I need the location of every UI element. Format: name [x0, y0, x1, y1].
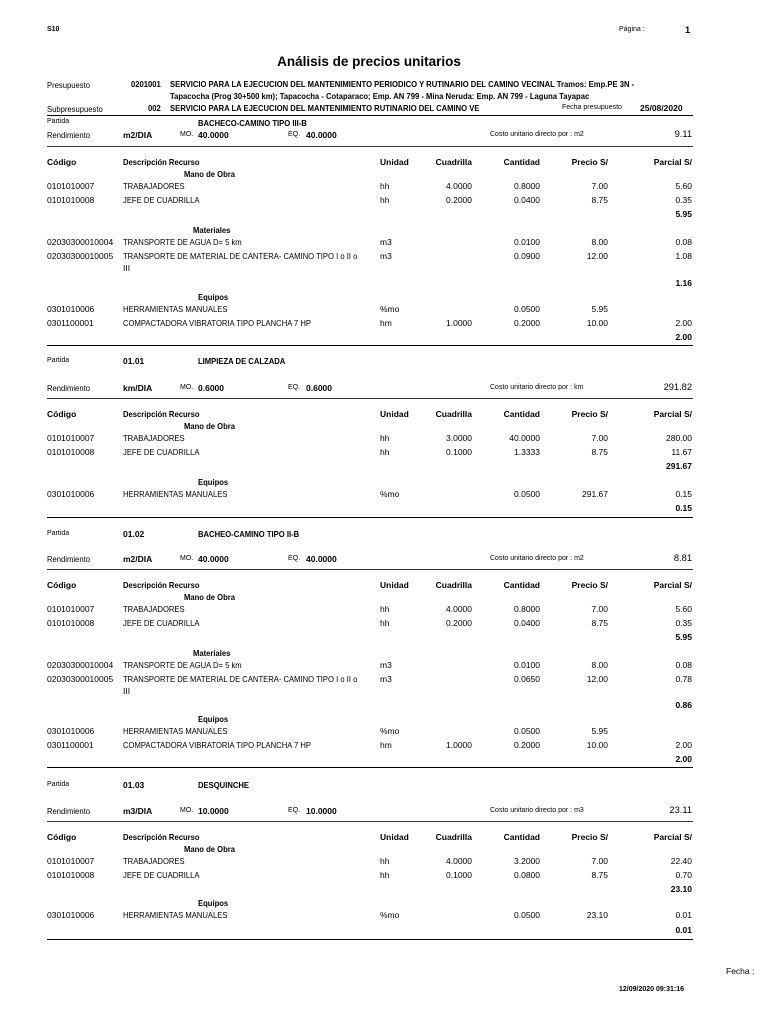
eq-label: EQ. [288, 807, 301, 814]
row-precio: 10.00 [586, 318, 608, 328]
col-cantidad: Cantidad [503, 580, 540, 590]
col-precio: Precio S/ [571, 157, 608, 167]
row-parcial: 0.01 [675, 910, 692, 920]
section-equipos: Equipos [198, 898, 229, 908]
row-code: 0301010006 [47, 726, 95, 736]
col-parcial: Parcial S/ [653, 409, 692, 419]
row-cantidad: 0.2000 [514, 740, 540, 750]
section-mano-de-obra: Mano de Obra [184, 169, 236, 179]
col-cantidad: Cantidad [503, 157, 540, 167]
section-total: 23.10 [670, 884, 692, 894]
col-codigo: Código [47, 409, 77, 419]
row-parcial: 2.00 [675, 740, 692, 750]
col-precio: Precio S/ [571, 580, 608, 590]
header-divider [47, 115, 693, 116]
row-parcial: 280.00 [666, 433, 692, 443]
row-code: 0301010006 [47, 304, 95, 314]
col-cantidad: Cantidad [503, 832, 540, 842]
rendimiento-unit: m2/DIA [123, 130, 153, 140]
row-parcial: 5.60 [675, 181, 692, 191]
section-total: 291.67 [666, 461, 692, 471]
section-total: 5.95 [675, 632, 692, 642]
partida-name: BACHEO-CAMINO TIPO II-B [198, 529, 300, 539]
row-code: 02030300010005 [47, 251, 114, 261]
costo-unitario-value: 23.11 [669, 805, 692, 815]
partida-label: Partida [47, 781, 70, 788]
section-total: 0.01 [675, 925, 692, 935]
row-unit: hh [380, 870, 390, 880]
fecha-presupuesto-label: Fecha presupuesto [562, 104, 622, 111]
col-cuadrilla: Cuadrilla [435, 580, 472, 590]
row-cuadrilla: 0.1000 [446, 870, 472, 880]
row-cantidad: 1.3333 [514, 447, 540, 457]
row-precio: 12.00 [586, 251, 608, 261]
costo-unitario-label: Costo unitario directo por : km [490, 384, 584, 391]
eq-label: EQ. [288, 131, 301, 138]
row-desc: TRANSPORTE DE MATERIAL DE CANTERA- CAMINO TIPO I o II o [123, 674, 358, 684]
row-desc: HERRAMIENTAS MANUALES [123, 304, 228, 314]
partida-name: DESQUINCHE [198, 780, 250, 790]
eq-value: 10.0000 [306, 806, 337, 816]
row-unit: m3 [380, 251, 392, 261]
row-parcial: 0.35 [675, 618, 692, 628]
mo-value: 40.0000 [198, 130, 229, 140]
rendimiento-unit: m2/DIA [123, 554, 153, 564]
row-parcial: 5.60 [675, 604, 692, 614]
divider [47, 398, 693, 399]
costo-unitario-label: Costo unitario directo por : m2 [490, 131, 584, 138]
row-code: 0101010008 [47, 447, 95, 457]
row-precio: 8.00 [591, 660, 608, 670]
section-equipos: Equipos [198, 292, 229, 302]
row-code: 0301100001 [47, 740, 94, 750]
row-cantidad: 0.0650 [514, 674, 540, 684]
row-precio: 7.00 [591, 181, 608, 191]
row-desc: TRANSPORTE DE AGUA D= 5 km [123, 660, 242, 670]
divider [47, 569, 693, 570]
row-precio: 7.00 [591, 604, 608, 614]
partida-divider [47, 517, 693, 518]
section-total: 0.86 [675, 700, 692, 710]
row-parcial: 22.40 [670, 856, 692, 866]
mo-value: 40.0000 [198, 554, 229, 564]
partida-name: LIMPIEZA DE CALZADA [198, 356, 286, 366]
row-precio: 8.75 [591, 195, 608, 205]
mo-value: 0.6000 [198, 383, 224, 393]
row-code: 0101010008 [47, 195, 95, 205]
row-desc: TRABAJADORES [123, 856, 185, 866]
col-cuadrilla: Cuadrilla [435, 832, 472, 842]
row-parcial: 0.70 [675, 870, 692, 880]
section-total: 5.95 [675, 209, 692, 219]
row-unit: hh [380, 604, 390, 614]
partida-label: Partida [47, 530, 70, 537]
row-unit: hh [380, 433, 390, 443]
page-title: Análisis de precios unitarios [277, 54, 461, 69]
mo-label: MO. [180, 131, 194, 138]
report-code: S10 [47, 26, 60, 33]
row-parcial: 11.67 [671, 447, 692, 457]
partida-label: Partida [47, 118, 70, 125]
col-descripcion: Descripción Recurso [123, 832, 200, 842]
rendimiento-label: Rendimiento [47, 383, 90, 393]
row-precio: 5.95 [591, 726, 608, 736]
row-code: 0301100001 [47, 318, 94, 328]
row-unit: hh [380, 195, 390, 205]
partida-name: BACHECO-CAMINO TIPO III-B [198, 118, 307, 128]
costo-unitario-value: 8.81 [673, 553, 692, 563]
section-materiales: Materiales [193, 225, 231, 235]
row-cuadrilla: 4.0000 [446, 856, 472, 866]
row-desc: TRANSPORTE DE MATERIAL DE CANTERA- CAMINO TIPO I o II o [123, 251, 358, 261]
row-code: 0101010007 [47, 433, 95, 443]
row-precio: 7.00 [591, 856, 608, 866]
col-precio: Precio S/ [571, 832, 608, 842]
presupuesto-desc-2: Tapacocha (Prog 30+500 km); Tapacocha - Cotaparaco; Emp. AN 799 - Mina Neruda: Emp. AN 799 - Laguna Tayapac [170, 91, 590, 101]
row-code: 0301010006 [47, 489, 95, 499]
row-cuadrilla: 1.0000 [446, 740, 472, 750]
partida-code: 01.03 [123, 780, 145, 790]
col-descripcion: Descripción Recurso [123, 580, 200, 590]
partida-label: Partida [47, 357, 70, 364]
section-total: 1.16 [675, 278, 692, 288]
row-precio: 5.95 [591, 304, 608, 314]
col-codigo: Código [47, 832, 77, 842]
eq-value: 40.0000 [306, 554, 337, 564]
mo-value: 10.0000 [198, 806, 229, 816]
section-mano-de-obra: Mano de Obra [184, 844, 236, 854]
mo-label: MO. [180, 384, 194, 391]
row-cantidad: 0.0400 [514, 618, 540, 628]
row-cantidad: 0.0500 [514, 910, 540, 920]
section-total: 2.00 [675, 332, 692, 342]
row-code: 0301010006 [47, 910, 95, 920]
row-code: 02030300010004 [47, 660, 114, 670]
subpresupuesto-label: Subpresupuesto [47, 104, 103, 114]
rendimiento-label: Rendimiento [47, 806, 90, 816]
row-desc-cont: III [123, 263, 131, 273]
col-parcial: Parcial S/ [653, 580, 692, 590]
subpresupuesto-desc: SERVICIO PARA LA EJECUCION DEL MANTENIMIENTO RUTINARIO DEL CAMINO VE [170, 103, 480, 113]
row-desc: JEFE DE CUADRILLA [123, 447, 200, 457]
row-cantidad: 0.8000 [514, 181, 540, 191]
row-unit: hh [380, 618, 390, 628]
section-equipos: Equipos [198, 477, 229, 487]
row-desc: JEFE DE CUADRILLA [123, 618, 200, 628]
row-cuadrilla: 1.0000 [446, 318, 472, 328]
subpresupuesto-code: 002 [148, 103, 161, 113]
section-mano-de-obra: Mano de Obra [184, 421, 236, 431]
col-parcial: Parcial S/ [653, 832, 692, 842]
col-codigo: Código [47, 157, 77, 167]
partida-divider [47, 939, 693, 940]
row-precio: 12.00 [586, 674, 608, 684]
page-number: 1 [685, 25, 691, 35]
presupuesto-label: Presupuesto [47, 80, 90, 90]
col-parcial: Parcial S/ [653, 157, 692, 167]
row-cantidad: 0.0800 [514, 870, 540, 880]
presupuesto-desc-1: SERVICIO PARA LA EJECUCION DEL MANTENIMIENTO PERIODICO Y RUTINARIO DEL CAMINO VECINAL Tramos: Emp.PE 3N - [170, 79, 635, 89]
row-unit: hh [380, 447, 390, 457]
row-desc-cont: III [123, 686, 131, 696]
row-precio: 8.75 [591, 447, 608, 457]
row-parcial: 0.08 [675, 237, 692, 247]
footer-fecha-label: Fecha : [726, 966, 755, 976]
costo-unitario-label: Costo unitario directo por : m2 [490, 555, 584, 562]
row-desc: TRABAJADORES [123, 181, 185, 191]
row-cantidad: 0.0400 [514, 195, 540, 205]
divider [47, 146, 693, 147]
col-cuadrilla: Cuadrilla [435, 157, 472, 167]
row-code: 0101010007 [47, 856, 95, 866]
row-desc: TRABAJADORES [123, 433, 185, 443]
row-cuadrilla: 4.0000 [446, 181, 472, 191]
costo-unitario-value: 9.11 [674, 129, 692, 139]
row-code: 0101010008 [47, 618, 95, 628]
col-unidad: Unidad [380, 409, 409, 419]
section-materiales: Materiales [193, 648, 231, 658]
row-unit: m3 [380, 237, 392, 247]
mo-label: MO. [180, 807, 194, 814]
row-desc: HERRAMIENTAS MANUALES [123, 726, 228, 736]
row-unit: m3 [380, 660, 392, 670]
row-cantidad: 0.2000 [514, 318, 540, 328]
rendimiento-label: Rendimiento [47, 554, 90, 564]
col-unidad: Unidad [380, 832, 409, 842]
row-unit: hh [380, 856, 390, 866]
row-cuadrilla: 4.0000 [446, 604, 472, 614]
presupuesto-code: 0201001 [131, 79, 161, 89]
row-parcial: 0.35 [675, 195, 692, 205]
row-precio: 7.00 [591, 433, 608, 443]
row-desc: TRABAJADORES [123, 604, 185, 614]
col-descripcion: Descripción Recurso [123, 157, 200, 167]
row-cantidad: 0.0100 [514, 237, 540, 247]
row-unit: hm [380, 318, 392, 328]
row-unit: %mo [380, 726, 400, 736]
row-desc: HERRAMIENTAS MANUALES [123, 910, 228, 920]
row-precio: 10.00 [586, 740, 608, 750]
row-desc: COMPACTADORA VIBRATORIA TIPO PLANCHA 7 HP [123, 740, 312, 750]
row-desc: COMPACTADORA VIBRATORIA TIPO PLANCHA 7 HP [123, 318, 312, 328]
row-precio: 8.00 [591, 237, 608, 247]
eq-value: 40.0000 [306, 130, 337, 140]
row-unit: m3 [380, 674, 392, 684]
row-unit: hm [380, 740, 392, 750]
col-unidad: Unidad [380, 157, 409, 167]
row-cantidad: 3.2000 [514, 856, 540, 866]
col-unidad: Unidad [380, 580, 409, 590]
row-unit: %mo [380, 489, 400, 499]
fecha-presupuesto: 25/08/2020 [640, 103, 683, 113]
section-total: 2.00 [675, 754, 692, 764]
eq-label: EQ. [288, 555, 301, 562]
row-cantidad: 0.0900 [514, 251, 540, 261]
row-code: 02030300010004 [47, 237, 114, 247]
row-cuadrilla: 0.2000 [446, 618, 472, 628]
page-label: Página : [619, 26, 645, 33]
row-cantidad: 0.0500 [514, 304, 540, 314]
row-cantidad: 0.0500 [514, 489, 540, 499]
col-cantidad: Cantidad [503, 409, 540, 419]
costo-unitario-label: Costo unitario directo por : m3 [490, 807, 584, 814]
section-equipos: Equipos [198, 714, 229, 724]
partida-divider [47, 345, 693, 346]
row-cuadrilla: 0.2000 [446, 195, 472, 205]
row-cantidad: 0.0100 [514, 660, 540, 670]
row-desc: HERRAMIENTAS MANUALES [123, 489, 228, 499]
rendimiento-label: Rendimiento [47, 130, 90, 140]
row-cantidad: 0.8000 [514, 604, 540, 614]
row-parcial: 2.00 [675, 318, 692, 328]
row-cantidad: 0.0500 [514, 726, 540, 736]
col-descripcion: Descripción Recurso [123, 409, 200, 419]
row-parcial: 1.08 [675, 251, 692, 261]
row-cuadrilla: 3.0000 [446, 433, 472, 443]
row-code: 0101010007 [47, 604, 95, 614]
row-cuadrilla: 0.1000 [446, 447, 472, 457]
eq-label: EQ. [288, 384, 301, 391]
partida-divider [47, 767, 693, 768]
row-parcial: 0.78 [675, 674, 692, 684]
row-code: 02030300010005 [47, 674, 114, 684]
footer-timestamp: 12/09/2020 09:31:16 [619, 986, 684, 993]
rendimiento-unit: m3/DIA [123, 806, 153, 816]
row-desc: TRANSPORTE DE AGUA D= 5 km [123, 237, 242, 247]
row-code: 0101010008 [47, 870, 95, 880]
row-cantidad: 40.0000 [509, 433, 540, 443]
col-precio: Precio S/ [571, 409, 608, 419]
row-parcial: 0.15 [675, 489, 692, 499]
eq-value: 0.6000 [306, 383, 332, 393]
row-parcial: 0.08 [675, 660, 692, 670]
partida-code: 01.02 [123, 529, 145, 539]
row-precio: 8.75 [591, 618, 608, 628]
col-codigo: Código [47, 580, 77, 590]
row-unit: %mo [380, 304, 400, 314]
row-unit: hh [380, 181, 390, 191]
col-cuadrilla: Cuadrilla [435, 409, 472, 419]
row-desc: JEFE DE CUADRILLA [123, 870, 200, 880]
row-precio: 8.75 [591, 870, 608, 880]
row-code: 0101010007 [47, 181, 95, 191]
row-precio: 291.67 [582, 489, 608, 499]
costo-unitario-value: 291.82 [663, 382, 692, 392]
divider [47, 821, 693, 822]
row-unit: %mo [380, 910, 400, 920]
mo-label: MO. [180, 555, 194, 562]
section-total: 0.15 [675, 503, 692, 513]
rendimiento-unit: km/DIA [123, 383, 153, 393]
row-precio: 23.10 [586, 910, 608, 920]
section-mano-de-obra: Mano de Obra [184, 592, 236, 602]
row-desc: JEFE DE CUADRILLA [123, 195, 200, 205]
partida-code: 01.01 [123, 356, 145, 366]
